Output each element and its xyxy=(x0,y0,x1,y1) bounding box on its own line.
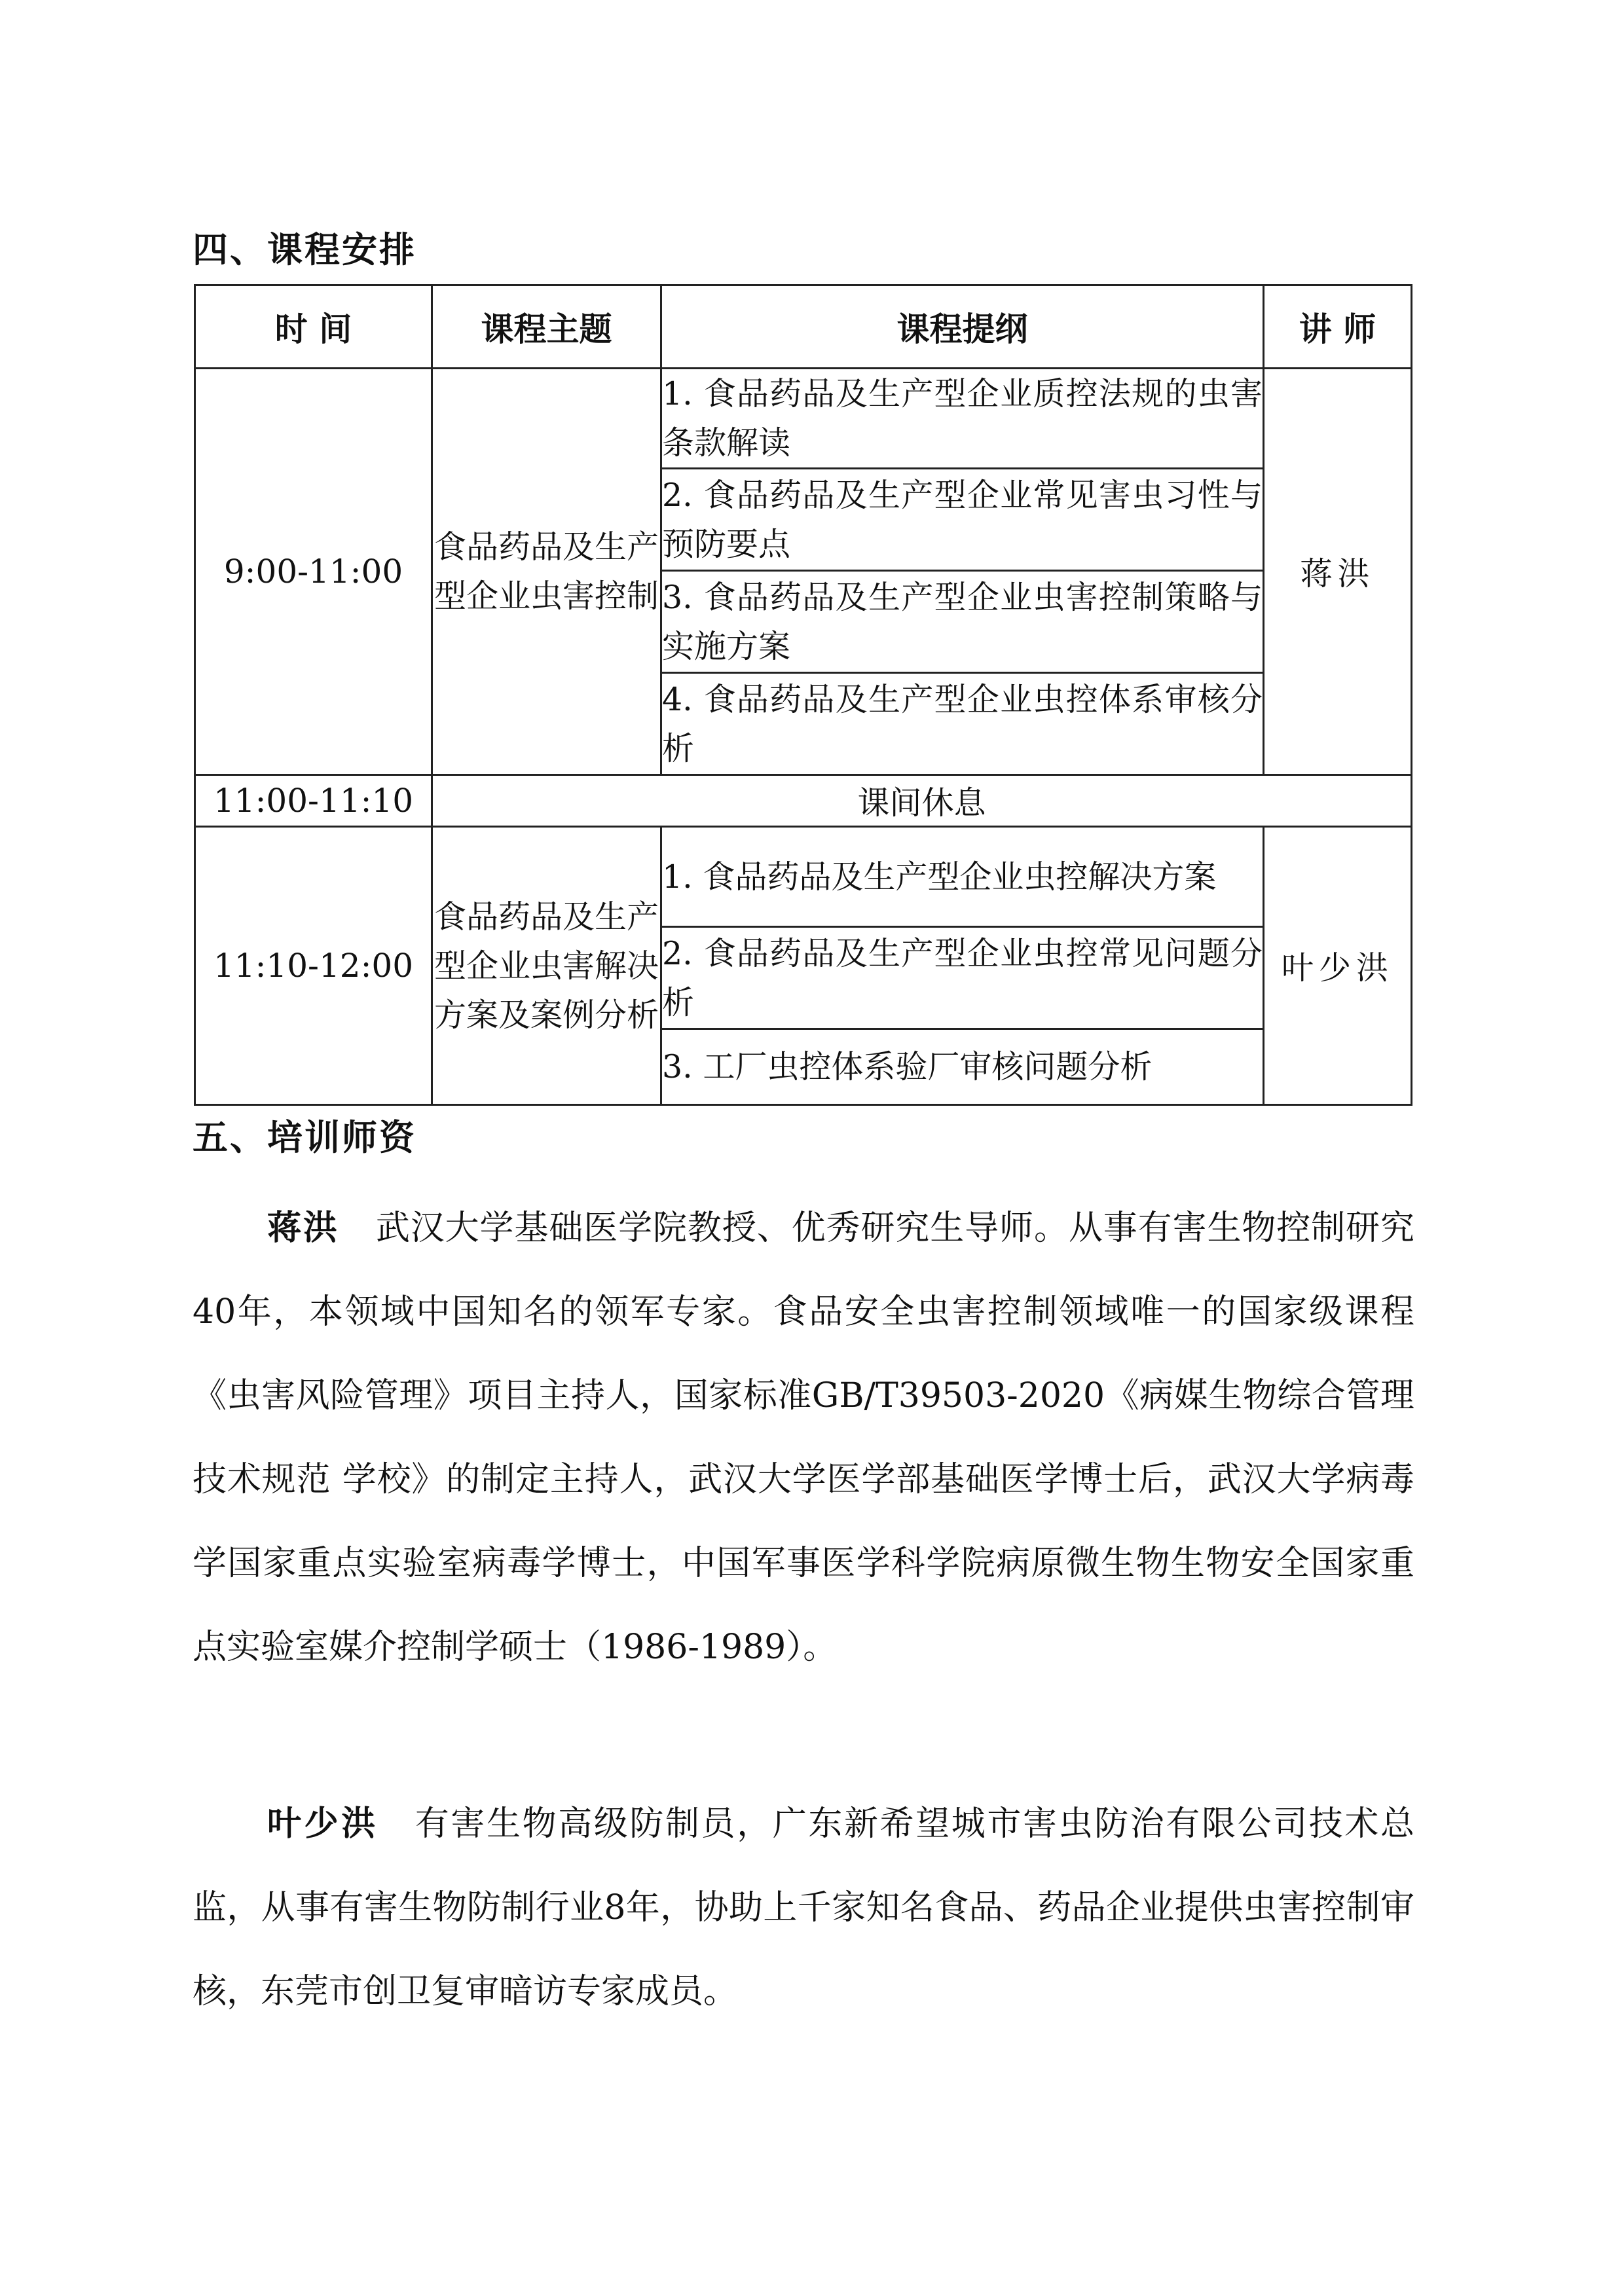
course-schedule-table xyxy=(194,284,1412,1106)
section-heading-trainers: 五、培训师资 xyxy=(193,1117,416,1158)
session1-topic: 食品药品及生产型企业虫害控制 xyxy=(432,369,661,775)
header-topic: 课程主题 xyxy=(432,285,661,369)
session1-time: 9:00-11:00 xyxy=(195,369,432,775)
outline-item: 3. 工厂虫控体系验厂审核问题分析 xyxy=(661,1029,1264,1105)
section-heading-course-schedule: 四、课程安排 xyxy=(193,229,416,270)
outline-item: 1. 食品药品及生产型企业虫控解决方案 xyxy=(661,827,1264,927)
session2-topic: 食品药品及生产型企业虫害解决方案及案例分析 xyxy=(432,827,661,1105)
session2-time: 11:10-12:00 xyxy=(195,827,432,1105)
trainer-description: 武汉大学基础医学院教授、优秀研究生导师。从事有害生物控制研究40年，本领域中国知名的领军专家。食品安全虫害控制领域唯一的国家级课程《虫害风险管理》项目主持人，国家标准GB/T39503-2020《病媒生物综合管理技术规范 学校》的制定主持人，武汉大学医学部基础医学博士后，武汉大学病毒学国家重点实验室病毒学博士，中国军事医学科学院病原微生物生物安全国家重点实验室媒介控制学硕士（1986-1989）。 xyxy=(193,1209,1414,1667)
trainer-name: 叶少洪 xyxy=(267,1804,378,1844)
table-row xyxy=(195,369,1412,469)
trainer-bio xyxy=(193,1782,1414,2033)
outline-item: 3. 食品药品及生产型企业虫害控制策略与实施方案 xyxy=(661,571,1264,673)
outline-item: 2. 食品药品及生产型企业虫控常见问题分析 xyxy=(661,927,1264,1029)
outline-item: 4. 食品药品及生产型企业虫控体系审核分析 xyxy=(661,673,1264,775)
trainer-bio xyxy=(193,1186,1414,1689)
outline-item: 1. 食品药品及生产型企业质控法规的虫害条款解读 xyxy=(661,369,1264,469)
table-header-row xyxy=(195,285,1412,369)
trainer-description: 有害生物高级防制员，广东新希望城市害虫防治有限公司技术总监，从事有害生物防制行业8年，协助上千家知名食品、药品企业提供虫害控制审核，东莞市创卫复审暗访专家成员。 xyxy=(193,1804,1414,2011)
break-label: 课间休息 xyxy=(432,775,1412,827)
header-teacher: 讲 师 xyxy=(1264,285,1412,369)
table-row xyxy=(195,827,1412,927)
session1-teacher: 蒋洪 xyxy=(1264,369,1412,775)
table-row-break xyxy=(195,775,1412,827)
break-time: 11:00-11:10 xyxy=(195,775,432,827)
session2-teacher: 叶少洪 xyxy=(1264,827,1412,1105)
header-time: 时 间 xyxy=(195,285,432,369)
trainer-name: 蒋洪 xyxy=(267,1209,339,1248)
header-outline: 课程提纲 xyxy=(661,285,1264,369)
outline-item: 2. 食品药品及生产型企业常见害虫习性与预防要点 xyxy=(661,469,1264,571)
